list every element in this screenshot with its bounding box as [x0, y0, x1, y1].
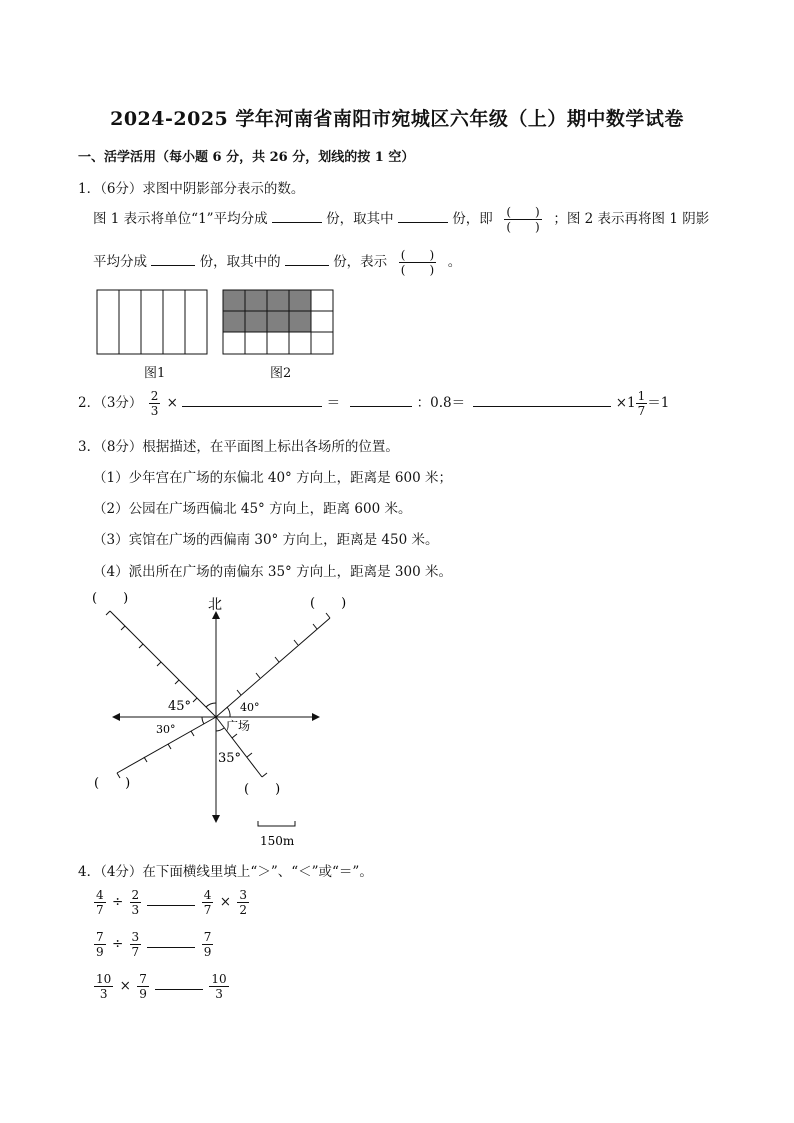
- q4-blank-1[interactable]: [147, 895, 195, 906]
- q1-line1-b: 份，取其中: [326, 211, 394, 227]
- frac: [209, 972, 228, 1001]
- frac: [237, 888, 249, 917]
- q4-row-3: [92, 972, 231, 1001]
- frac: [202, 930, 214, 959]
- q3-item-3: （3）宾馆在广场的西偏南 30° 方向上，距离是 450 米。: [93, 532, 439, 548]
- q4-row-1: [92, 888, 251, 917]
- q1-blank-1[interactable]: [272, 208, 322, 223]
- q3-stem: 3．（8分）根据描述，在平面图上标出各场所的位置。: [78, 439, 399, 455]
- q2-prefix: 2．（3分）: [78, 395, 143, 411]
- figure-1: [96, 289, 210, 357]
- ticks-southwest: [117, 731, 194, 778]
- q2-fraction: [149, 389, 161, 418]
- q2-line: [78, 389, 669, 418]
- q3-item-2: （2）公园在广场西偏北 45° 方向上，距离 600 米。: [93, 501, 412, 517]
- num: 7: [203, 930, 212, 944]
- q2-mixed-fraction: [636, 389, 648, 418]
- angle-35-label: 35°: [218, 751, 242, 766]
- q3-item-4: （4）派出所在广场的南偏东 35° 方向上，距离是 300 米。: [93, 564, 452, 580]
- q2-result: ＝1: [647, 395, 670, 411]
- figure-2-label: 图2: [270, 366, 292, 381]
- q1-line2-a: 平均分成: [93, 254, 147, 270]
- q4-row-2: [92, 930, 215, 959]
- paren-southwest[interactable]: ( ): [94, 776, 131, 791]
- operator: ×: [119, 978, 131, 994]
- q2-blank-2[interactable]: [350, 392, 412, 407]
- num: 7: [96, 930, 104, 944]
- q1-line2-b: 份，取其中的: [199, 254, 281, 270]
- angle-30-label: 30°: [156, 723, 176, 736]
- q1-fraction-2-num: ( ): [400, 248, 435, 262]
- q1-fraction-2[interactable]: [393, 248, 441, 277]
- den: 3: [131, 903, 140, 917]
- q3-item-1: （1）少年宫在广场的东偏北 40° 方向上，距离是 600 米；: [93, 470, 452, 486]
- frac: [94, 888, 106, 917]
- paren-northwest[interactable]: ( ): [92, 591, 129, 606]
- figure-1-label: 图1: [144, 366, 166, 381]
- q2-mixed-den: 7: [637, 404, 646, 418]
- operator: ÷: [111, 936, 124, 952]
- center-label: 广场: [226, 719, 251, 733]
- q1-blank-3[interactable]: [151, 251, 195, 266]
- num: 3: [131, 930, 140, 944]
- section-heading: 一、活学活用（每小题 6 分，共 26 分，划线的按 1 空）: [78, 150, 415, 165]
- q4-stem: 4．（4分）在下面横线里填上“＞”、“＜”或“＝”。: [78, 864, 373, 880]
- q1-line1-a: 图 1 表示将单位“1”平均分成: [93, 211, 268, 227]
- q1-stem: 1．（6分）求图中阴影部分表示的数。: [78, 181, 305, 197]
- q1-line1-c: 份，即: [452, 211, 493, 227]
- num: 7: [139, 972, 147, 986]
- direction-diagram: [80, 585, 370, 850]
- angle-40-label: 40°: [240, 701, 260, 714]
- q1-line2: [93, 248, 461, 277]
- num: 3: [239, 888, 247, 902]
- frac: [130, 930, 142, 959]
- frac: [94, 972, 113, 1001]
- scale-label: 150m: [260, 834, 295, 848]
- paren-northeast[interactable]: ( ): [310, 596, 347, 611]
- q2-equals: ＝: [326, 395, 341, 411]
- angle-45-label: 45°: [168, 699, 192, 714]
- q1-fraction-1-den: ( ): [506, 220, 540, 234]
- q4-blank-2[interactable]: [147, 937, 195, 948]
- ticks-northwest: [106, 611, 197, 702]
- q2-times-one: ×1: [615, 395, 636, 411]
- den: 7: [203, 903, 212, 917]
- frac: [94, 930, 106, 959]
- page-title: 2024-2025 学年河南省南阳市宛城区六年级（上）期中数学试卷: [110, 108, 684, 130]
- num: 2: [131, 888, 140, 902]
- den: 7: [96, 903, 104, 917]
- q1-blank-4[interactable]: [285, 251, 329, 266]
- figure-2: [222, 289, 336, 357]
- q2-fraction-den: 3: [150, 404, 159, 418]
- q1-line1-d: ；图 2 表示再将图 1 阴影: [553, 211, 710, 227]
- q2-fraction-num: 2: [150, 389, 159, 403]
- operator: ×: [219, 894, 232, 910]
- q2-blank-3[interactable]: [473, 392, 611, 407]
- q1-fraction-1-num: ( ): [506, 205, 540, 219]
- q1-fraction-2-den: ( ): [400, 263, 435, 277]
- frac: [130, 888, 142, 917]
- den: 3: [215, 987, 223, 1001]
- frac: [202, 888, 214, 917]
- q1-blank-2[interactable]: [398, 208, 448, 223]
- q2-ratio: ：0.8＝: [416, 395, 466, 411]
- den: 2: [239, 903, 247, 917]
- q1-fraction-1[interactable]: [499, 205, 547, 234]
- num: 10: [211, 972, 227, 986]
- num: 4: [96, 888, 104, 902]
- num: 10: [96, 972, 112, 986]
- frac: [137, 972, 149, 1001]
- den: 9: [203, 945, 212, 959]
- scale-bar: [258, 821, 295, 826]
- den: 7: [131, 945, 140, 959]
- ticks-northeast: [237, 613, 330, 695]
- q1-line1: [93, 205, 709, 234]
- ray-northeast: [216, 618, 330, 717]
- operator: ÷: [111, 894, 124, 910]
- q2-mixed-num: 1: [637, 389, 646, 403]
- q1-line2-c: 份，表示: [333, 254, 388, 270]
- paren-southeast[interactable]: ( ): [244, 782, 281, 797]
- q1-line2-d: 。: [447, 254, 462, 270]
- ray-northwest: [110, 611, 216, 717]
- den: 9: [139, 987, 147, 1001]
- q4-blank-3[interactable]: [155, 979, 203, 990]
- north-label: 北: [208, 597, 222, 613]
- q2-times: ×: [166, 395, 178, 411]
- den: 3: [99, 987, 108, 1001]
- den: 9: [96, 945, 104, 959]
- q2-blank-1[interactable]: [182, 392, 322, 407]
- num: 4: [203, 888, 212, 902]
